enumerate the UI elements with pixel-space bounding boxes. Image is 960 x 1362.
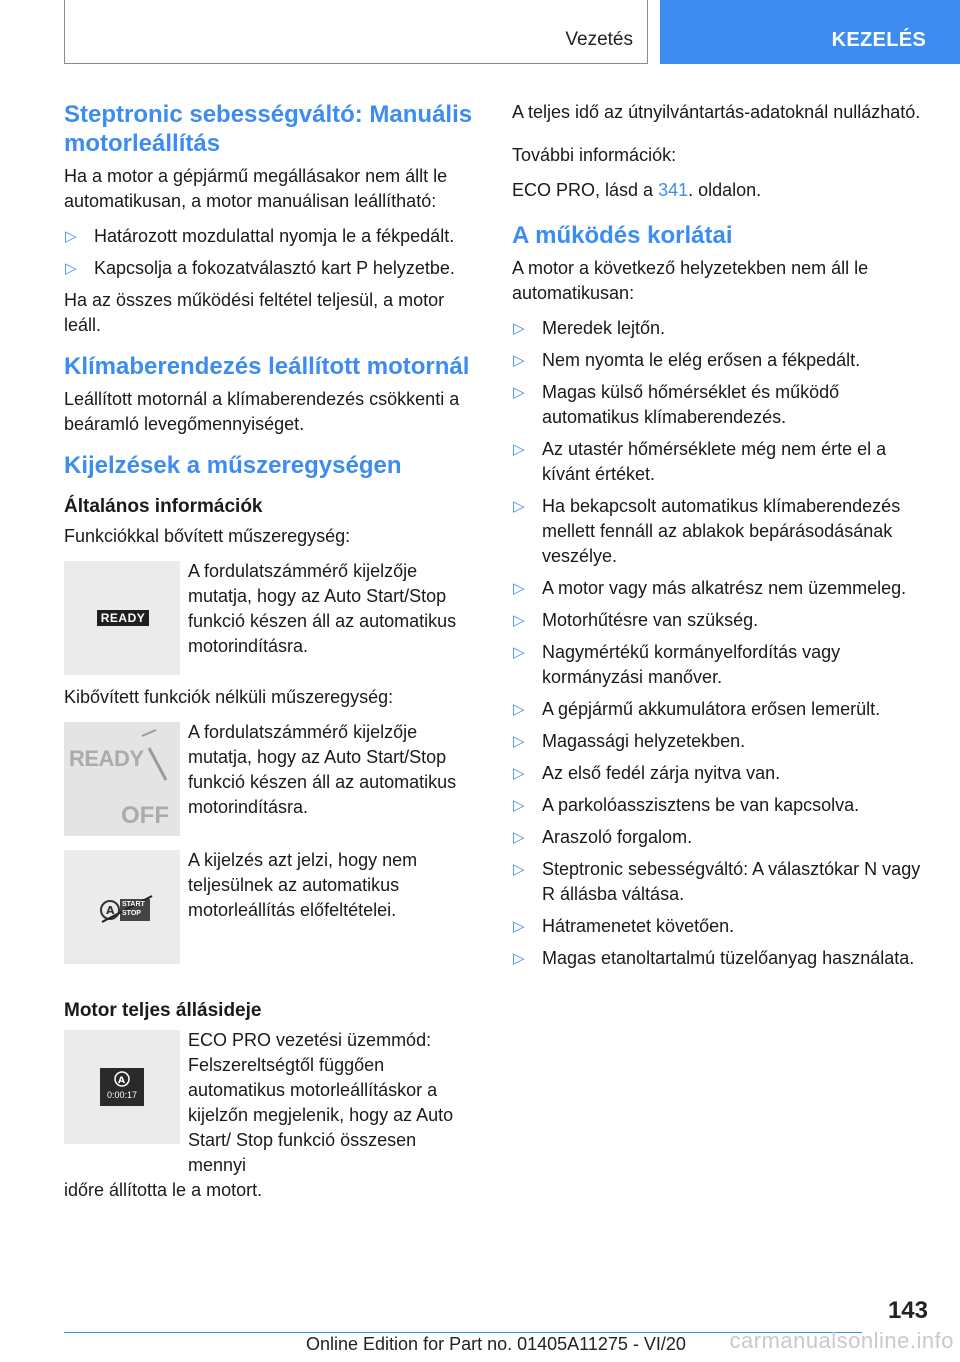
triangle-bullet-icon: ▷ [65, 228, 77, 245]
footer-edition: Online Edition for Part no. 01405A11275 - VI/20 [306, 1334, 686, 1354]
triangle-bullet-icon: ▷ [513, 320, 525, 337]
paragraph: A teljes idő az útnyilvántartás-adatoknál nullázható. [512, 102, 921, 122]
list-item: ▷ Magas etanoltartalmú tüzelőanyag használata. [512, 946, 924, 971]
figure-caption: A fordulatszámmérő kijelzője mutatja, hogy az Auto Start/Stop funkció készen áll az automatikus motorindításra. [188, 561, 457, 656]
svg-text:A: A [106, 904, 115, 917]
list-item: ▷ A parkolóasszisztens be van kapcsolva. [512, 793, 924, 818]
list-item: ▷ Kapcsolja a fokozatválasztó kart P helyzetbe. [64, 256, 476, 281]
list-item: ▷ A gépjármű akkumulátora erősen lemerült. [512, 697, 924, 722]
triangle-bullet-icon: ▷ [65, 260, 77, 277]
svg-text:A: A [118, 1076, 125, 1086]
ready-gauge-label: READY [69, 746, 144, 771]
paragraph: Leállított motornál a klímaberendezés csökkenti a beáramló levegőmennyiséget. [64, 389, 460, 434]
triangle-bullet-icon: ▷ [513, 950, 525, 967]
triangle-bullet-icon: ▷ [513, 701, 525, 718]
list-item: ▷ Határozott mozdulattal nyomja le a fékpedált. [64, 224, 476, 249]
subheading-engine-stop-time: Motor teljes állásideje [64, 1000, 262, 1021]
paragraph: A motor a következő helyzetekben nem áll le automatikusan: [512, 258, 869, 303]
right-column [512, 100, 924, 978]
triangle-bullet-icon: ▷ [513, 352, 525, 369]
triangle-bullet-icon: ▷ [513, 441, 525, 458]
section-heading-limitations: A működés korlátai [512, 222, 733, 249]
paragraph: Funkciókkal bővített műszeregység: [64, 526, 351, 546]
triangle-bullet-icon: ▷ [513, 580, 525, 597]
auto-start-stop-icon [64, 1030, 180, 1144]
triangle-bullet-icon: ▷ [513, 918, 525, 935]
triangle-bullet-icon: ▷ [513, 797, 525, 814]
list-item: ▷ Motorhűtésre van szükség. [512, 608, 924, 633]
list-item: ▷ Nem nyomta le elég erősen a fékpedált. [512, 348, 924, 373]
off-gauge-label: OFF [121, 802, 169, 829]
list-item: ▷ Steptronic sebességváltó: A választókar N vagy R állásba váltása. [513, 859, 921, 904]
paragraph: Ha az összes működési feltétel teljesül, a motor leáll. [64, 290, 445, 335]
list-item: ▷ Araszoló forgalom. [512, 825, 924, 850]
ready-off-gauge-image [64, 722, 180, 836]
figure-caption: ECO PRO vezetési üzemmód: Felszereltségtől függően automatikus motorleállításkor a kijelzőn megjelenik, hogy az Auto Start/ Stop funkció összesen mennyi [188, 1030, 454, 1175]
ready-badge-icon: READY [97, 610, 149, 626]
section-heading-steptronic: Steptronic sebességváltó: Manuális motorleállítás [64, 101, 473, 157]
start-label: START [122, 901, 145, 908]
figure-ready-off-display [64, 720, 476, 836]
paragraph: ECO PRO, lásd a 341. oldalon. [512, 180, 762, 200]
section-heading-climate: Klímaberendezés leállított motornál [64, 353, 470, 380]
bullet-list [64, 224, 476, 281]
list-item: ▷ Magassági helyzetekben. [512, 729, 924, 754]
chapter-label: KEZELÉS [831, 29, 926, 51]
figure-ready-display [64, 559, 476, 675]
stop-time-display-image [64, 1030, 180, 1144]
triangle-bullet-icon: ▷ [513, 765, 525, 782]
header-section-title [64, 0, 648, 64]
triangle-bullet-icon: ▷ [513, 861, 525, 878]
list-item: ▷ Hátramenetet követően. [512, 914, 924, 939]
subheading-general-info: Általános információk [64, 496, 263, 517]
header-chapter-tab[interactable] [660, 0, 960, 64]
page-number: 143 [887, 1297, 928, 1324]
list-item: ▷ Nagymértékű kormányelfordítás vagy kormányzási manőver. [513, 642, 841, 687]
triangle-bullet-icon: ▷ [513, 498, 525, 515]
left-column [64, 100, 476, 1213]
list-item: ▷ Ha bekapcsolt automatikus klímaberendezés mellett fennáll az ablakok bepárásodásának veszélye. [513, 496, 901, 566]
limitations-list [512, 316, 924, 971]
start-stop-crossed-image [64, 850, 180, 964]
figure-caption-continued: időre állította le a motort. [64, 1180, 263, 1200]
section-label: Vezetés [565, 29, 633, 50]
stop-label: STOP [122, 910, 141, 917]
gauge-needle-icon [64, 722, 180, 836]
page-reference-link[interactable]: 341 [658, 180, 689, 200]
ready-indicator-image [64, 561, 180, 675]
list-item: ▷ Az első fedél zárja nyitva van. [512, 761, 924, 786]
watermark-logo: carmanualsonline.info [729, 1328, 954, 1353]
paragraph: Ha a motor a gépjármű megállásakor nem állt le automatikusan, a motor manuálisan leállítható: [64, 166, 448, 211]
paragraph: További információk: [512, 145, 677, 165]
list-item: ▷ A motor vagy más alkatrész nem üzemmeleg. [512, 576, 924, 601]
figure-start-stop-unavailable [64, 848, 476, 964]
list-item: ▷ Magas külső hőmérséklet és működő automatikus klímaberendezés. [513, 382, 840, 427]
triangle-bullet-icon: ▷ [513, 829, 525, 846]
triangle-bullet-icon: ▷ [513, 733, 525, 750]
list-item: ▷ Az utastér hőmérséklete még nem érte el a kívánt értéket. [513, 439, 887, 484]
triangle-bullet-icon: ▷ [513, 612, 525, 629]
list-item: ▷ Meredek lejtőn. [512, 316, 924, 341]
section-heading-displays: Kijelzések a műszeregységen [64, 452, 402, 479]
stop-time-readout: 0:00:17 [106, 1090, 138, 1100]
figure-caption: A kijelzés azt jelzi, hogy nem teljesülnek az automatikus motorleállítás előfeltételei. [188, 850, 418, 920]
paragraph: Kibővített funkciók nélküli műszeregység: [64, 687, 394, 707]
figure-stop-time-display [64, 1028, 476, 1178]
figure-caption: A fordulatszámmérő kijelzője mutatja, hogy az Auto Start/Stop funkció készen áll az automatikus motorindításra. [188, 722, 457, 817]
triangle-bullet-icon: ▷ [513, 644, 525, 661]
triangle-bullet-icon: ▷ [513, 384, 525, 401]
